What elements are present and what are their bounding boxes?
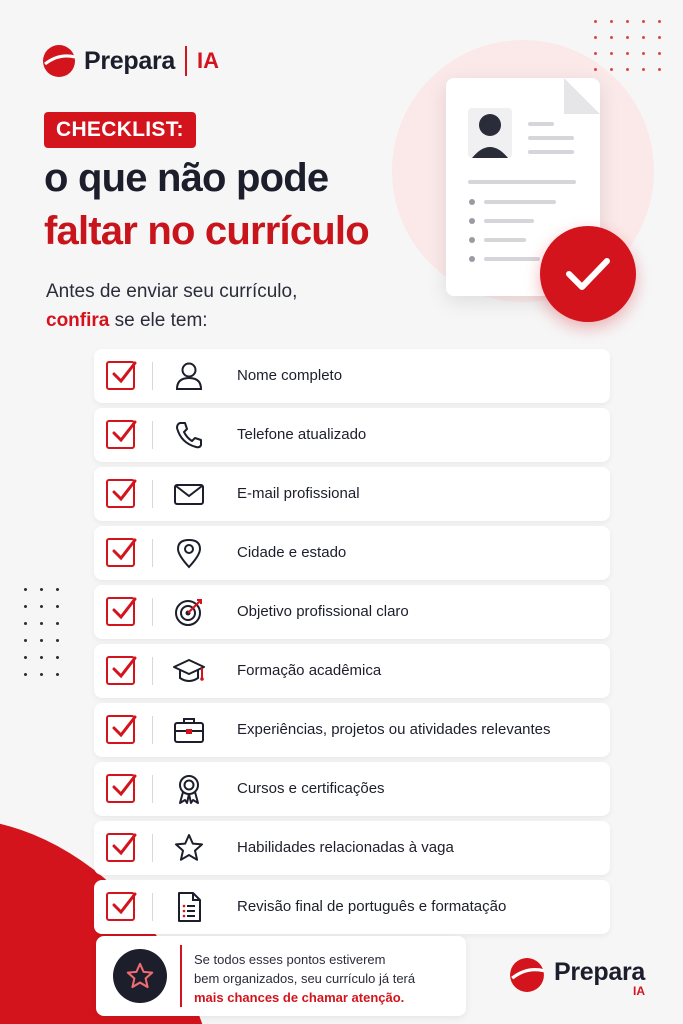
checkbox[interactable]: [106, 833, 135, 862]
divider: [152, 480, 153, 508]
footer-line-1: Se todos esses pontos estiverem: [194, 952, 386, 967]
checklist-item-experiencias: [94, 703, 610, 757]
logo-suffix: IA: [633, 984, 645, 998]
checklist-item-label: Objetivo profissional claro: [237, 603, 409, 620]
dot-grid-left: [24, 588, 59, 676]
checkbox[interactable]: [106, 774, 135, 803]
checkmark-icon: [109, 357, 139, 387]
intro-line-1: Antes de enviar seu currículo,: [46, 281, 298, 302]
checklist-item-habilidades: [94, 821, 610, 875]
checklist-item-formacao: [94, 644, 610, 698]
briefcase-icon: [173, 714, 205, 746]
intro-line-2: [46, 310, 208, 332]
checklist-item-label: Experiências, projetos ou atividades relevantes: [237, 721, 551, 738]
checklist-item-label: E-mail profissional: [237, 485, 360, 502]
dot-grid-top-right: [594, 20, 661, 71]
intro-line-2-rest: se ele tem:: [109, 310, 208, 331]
footer-message: [194, 950, 415, 1007]
checkmark-icon: [109, 888, 139, 918]
checklist-item-email: [94, 467, 610, 521]
divider: [152, 893, 153, 921]
checkmark-icon: [109, 593, 139, 623]
logo-text: Prepara: [84, 46, 176, 75]
divider: [152, 598, 153, 626]
user-icon: [173, 360, 205, 392]
checkmark-icon: [563, 254, 613, 294]
checklist-item-label: Nome completo: [237, 367, 343, 384]
checkmark-icon: [109, 416, 139, 446]
checklist-item-objetivo: [94, 585, 610, 639]
award-ribbon-icon: [173, 773, 205, 805]
star-icon: [173, 832, 205, 864]
checklist-item-label: Formação acadêmica: [237, 662, 382, 679]
headline-line-2: faltar no currículo: [44, 209, 369, 253]
checklist-item-cursos: [94, 762, 610, 816]
checklist-item-cidade: [94, 526, 610, 580]
mail-icon: [173, 478, 205, 510]
checklist-item-label: Telefone atualizado: [237, 426, 367, 443]
logo-mark-icon: [509, 957, 545, 993]
checklist-item-label: Cidade e estado: [237, 544, 347, 561]
checklist-item-revisao: [94, 880, 610, 934]
checklist-item-telefone: [94, 408, 610, 462]
checkmark-icon: [109, 770, 139, 800]
logo-separator: [185, 46, 187, 76]
graduation-cap-icon: [173, 655, 205, 687]
footer-accent-bar: [180, 945, 182, 1007]
checkbox[interactable]: [106, 892, 135, 921]
phone-icon: [173, 419, 205, 451]
divider: [152, 716, 153, 744]
brand-logo: [42, 42, 219, 80]
logo-text: Prepara: [554, 958, 646, 986]
checkmark-icon: [109, 534, 139, 564]
checkbox[interactable]: [106, 538, 135, 567]
headline-line-1: o que não pode: [44, 156, 329, 200]
checkmark-badge: [540, 226, 636, 322]
divider: [152, 775, 153, 803]
checkbox[interactable]: [106, 479, 135, 508]
divider: [152, 539, 153, 567]
checkmark-icon: [109, 475, 139, 505]
checkbox[interactable]: [106, 656, 135, 685]
star-icon: [125, 961, 155, 991]
divider: [152, 421, 153, 449]
checklist-badge: CHECKLIST:: [44, 112, 196, 148]
footer-line-3: mais chances de chamar atenção.: [194, 990, 405, 1005]
divider: [152, 834, 153, 862]
logo-suffix: IA: [197, 48, 220, 73]
checklist-item-label: Habilidades relacionadas à vaga: [237, 839, 454, 856]
logo-mark-icon: [42, 44, 76, 78]
location-pin-icon: [173, 537, 205, 569]
checkbox[interactable]: [106, 420, 135, 449]
checkmark-icon: [109, 829, 139, 859]
divider: [152, 362, 153, 390]
checklist-item-nome-completo: [94, 349, 610, 403]
intro-highlight: confira: [46, 310, 110, 331]
footer-star-badge: [113, 949, 167, 1003]
footer-line-2: bem organizados, seu currículo já terá: [194, 971, 416, 986]
document-icon: [173, 891, 205, 923]
footer-brand-logo: [509, 952, 659, 1002]
checkmark-icon: [109, 652, 139, 682]
checklist-item-label: Cursos e certificações: [237, 780, 385, 797]
target-icon: [173, 596, 205, 628]
checklist: [94, 349, 610, 939]
checkbox[interactable]: [106, 715, 135, 744]
checkbox[interactable]: [106, 597, 135, 626]
checkmark-icon: [109, 711, 139, 741]
checkbox[interactable]: [106, 361, 135, 390]
divider: [152, 657, 153, 685]
checklist-item-label: Revisão final de português e formatação: [237, 898, 507, 915]
